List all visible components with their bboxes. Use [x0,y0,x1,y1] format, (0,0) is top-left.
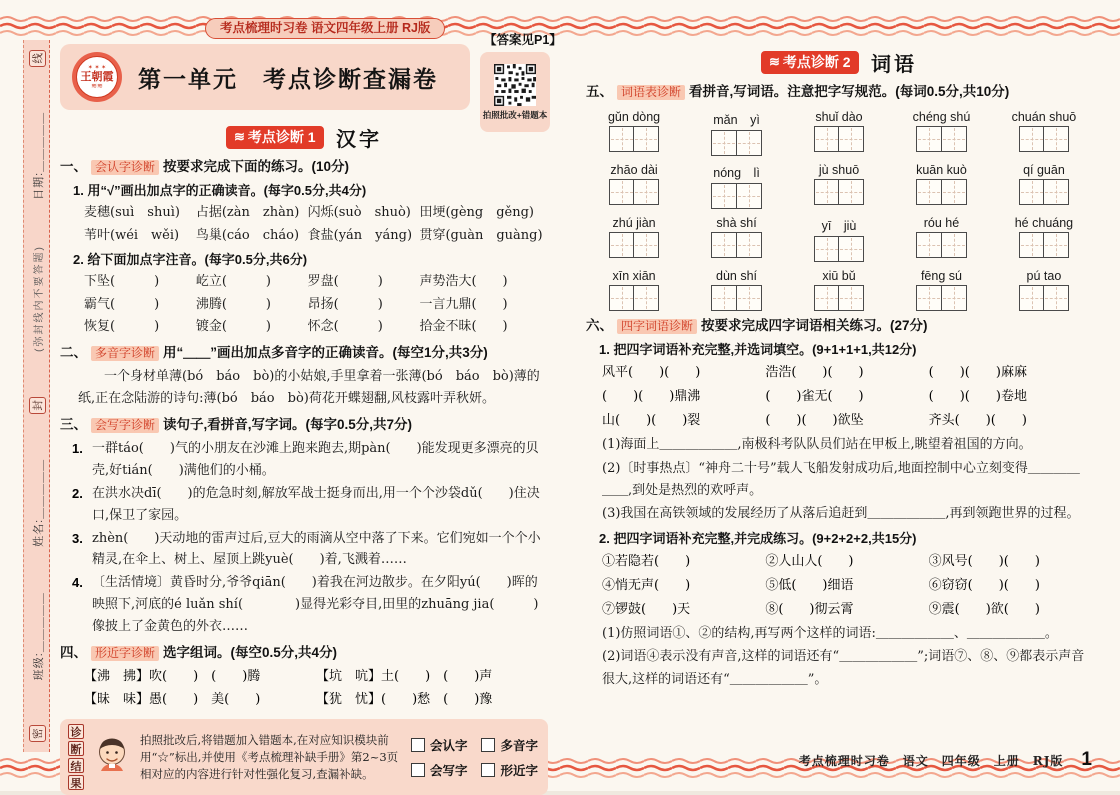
checkbox-xingjinzi [481,761,538,779]
checkbox-label: 会写字 [429,763,468,778]
pinyin-word [791,163,887,209]
diagnosis-instructions: 拍照批改后,将错题加入错题本,在对应知识模块前用“☆”标出,并使用《考点梳理补缺手册》第2~3页相对应的内容进行针对性强化复习,查漏补缺。 [140,732,399,782]
section1-heading [60,123,548,152]
q6-sub2-row [586,551,1092,573]
seal-line-content [24,40,51,752]
pinyin-label: xīn xiān [612,268,656,283]
wave-icon: ≋ [768,54,780,69]
idiom-blank-item: 山( )( )裂 [602,413,701,429]
pinyin-blank-item: 恢复( ) [84,319,160,335]
idiom-blank-item: ⑥窃窃( )( ) [928,577,1040,593]
writing-grid [814,179,865,205]
diagnosis-checkboxes [411,736,540,779]
pinyin-label: zhú jiàn [612,215,656,230]
writing-grid [814,126,865,152]
q6-sub1-label: 1. [599,341,610,357]
checkbox-square-icon [481,763,495,777]
pinyin-word [791,269,887,311]
q4-row [60,666,548,687]
pinyin-word [688,110,784,156]
section2-title: 词语 [871,54,918,76]
qr-code-icon [494,64,536,106]
pinyin-label: xiū bǔ [822,268,856,283]
q1-sub1-row [60,226,548,247]
pinyin-label: yī jiù [821,218,857,233]
writing-grid [711,285,762,311]
choice-item: 食盐(yán yáng) [307,227,413,243]
question-1-head [60,157,548,178]
pinyin-grid-row [586,110,1092,156]
brand-logo-inner [76,56,118,98]
idiom-blank-item: ( )( )欲坠 [765,413,864,429]
q1-sub2-row [60,295,548,316]
pinyin-label: pú tao [1026,268,1062,283]
q6-sub1-fill-3: (3)我国在高铁领域的发展经历了从落后追赶到＿＿＿＿＿＿,再到领跑世界的过程。 [602,506,1080,522]
q3-item-label: 2. [72,485,83,501]
question-3-number: 三、 [60,417,87,433]
q6-sub1-row [586,410,1092,432]
pinyin-blank-item: 一言九鼎( ) [419,296,508,312]
name-field: 姓名:＿＿＿＿＿ [32,458,45,547]
pinyin-label: mǎn yì [713,112,760,127]
q3-item-text: zhèn( )天动地的雷声过后,豆大的雨滴从空中落了下来。它们宛如一个个小精灵,在伞上、树上、屋顶上跳yuè( )着,飞溅着…… [92,530,541,568]
seal-char-feng: 封 [29,397,46,414]
pinyin-word [996,269,1092,311]
q6-sub2-stem: 把四字词语补充完整,并完成练习。(9+2+2+2,共15分) [613,530,917,546]
question-5-stem: 看拼音,写词语。注意把字写规范。(每词0.5分,共10分) [689,84,1010,99]
idiom-blank-item: ①若隐若( ) [602,553,691,569]
logo-stars-icon: ✶ ✶ ✶ [87,64,107,71]
writing-grid [814,236,865,262]
diagnosis-label-char: 诊 [68,724,84,739]
page-footer [799,749,1092,771]
q3-item-label: 1. [72,441,83,457]
pinyin-label: jù shuō [818,162,860,177]
question-2-number: 二、 [60,345,87,361]
choice-item: 麦穗(suì shuì) [84,205,180,221]
q1-sub1-stem: 用“√”画出加点字的正确读音。(每字0.5分,共4分) [87,182,367,198]
pinyin-blank-item: 拾金不昧( ) [419,319,508,335]
q6-sub1-stem: 把四字词语补充完整,并选词填空。(9+1+1+1,共12分) [613,341,917,357]
q6-sub1-head [586,340,1092,360]
checkbox-label: 会认字 [429,738,468,753]
q6-sub1-fill-1: (1)海面上＿＿＿＿＿＿,南极科考队队员们站在甲板上,眺望着祖国的方向。 [602,437,1032,453]
pinyin-blank-item: 怀念( ) [307,319,383,335]
pinyin-blank-item: 霸气( ) [84,296,160,312]
diagnosis-label-char: 断 [68,741,84,756]
choice-item: 闪烁(suò shuò) [307,205,411,221]
page-number: 1 [1081,749,1092,770]
pinyin-word [791,110,887,156]
checkbox-square-icon [411,738,425,752]
idiom-blank-item: 浩浩( )( ) [765,364,864,380]
writing-grid [814,285,865,311]
idiom-blank-item: 齐头( )( ) [928,413,1027,429]
q1-sub2-label: 2. [73,251,84,267]
pinyin-label: chuán shuō [1011,109,1077,124]
question-1-number: 一、 [60,159,87,174]
pinyin-word [688,269,784,311]
diagnosis-result-box [60,719,548,795]
question-1-stem: 按要求完成下面的练习。(10分) [163,159,350,174]
diagnosis-label [68,724,84,790]
idiom-blank-item: ( )( )卷地 [928,389,1027,405]
idiom-blank-item: ⑨震( )欲( ) [928,602,1040,618]
question-4-number: 四、 [60,644,87,660]
pinyin-blank-item: 沸腾( ) [195,296,271,312]
idiom-blank-item: 风平( )( ) [602,364,701,380]
q6-sub2-label: 2. [599,530,610,546]
choice-item: 贯穿(guàn guàng) [419,227,543,243]
question-6-stem: 按要求完成四字词语相关练习。(27分) [701,317,928,333]
pinyin-blank-item: 昂扬( ) [307,296,383,312]
writing-grid [711,130,762,156]
pinyin-word [586,216,682,262]
question-4-tag: 形近字诊断 [91,646,159,661]
left-column [60,44,548,795]
question-3-head [60,415,548,436]
logo-brand-name: 王朝霞 [80,70,114,83]
pinyin-blank-item: 罗盘( ) [307,273,383,289]
pinyin-label: qí guān [1023,162,1065,177]
q6-sub2-row [586,575,1092,597]
q3-item-text: 在洪水决dī( )的危急时刻,解放军战士挺身而出,用一个个沙袋dǔ( )住决口,保卫了家园。 [92,485,540,523]
q1-sub2-row [60,317,548,338]
writing-grid [1019,126,1070,152]
date-field: 日期:＿＿＿＿＿ [32,111,45,200]
section2-heading [586,48,1092,77]
choice-item: 鸟巢(cáo cháo) [195,227,300,243]
writing-grid [609,126,660,152]
pinyin-label: shuǐ dào [815,109,863,124]
checkbox-huirenzi [411,736,468,754]
choice-item: 田埂(gèng gěng) [419,205,535,221]
q3-item-label: 4. [72,575,83,591]
question-6-head [586,316,1092,337]
pinyin-blank-item: 声势浩大( ) [419,273,508,289]
wave-icon: ≋ [233,129,245,144]
q6-sub1-row [586,386,1092,408]
q1-sub2-row [60,272,548,293]
choice-item: 占据(zàn zhàn) [195,205,300,221]
q1-sub2-head [60,250,548,270]
pinyin-label: chéng shú [912,109,971,124]
checkbox-square-icon [411,763,425,777]
section1-title: 汉字 [336,129,383,151]
idiom-blank-item: ⑤低( )细语 [765,577,854,593]
char-choice-item: 【沸 拂】吹( ) ( )腾 [84,668,261,684]
pinyin-blank-item: 镀金( ) [195,319,271,335]
question-2-passage: 一个身材单薄(bó báo bò)的小姑娘,手里拿着一张薄(bó báo bò)薄的纸,正在念陆游的诗句:薄(bó báo bò)荷花开蝶翅翻,风枝露叶弄秋妍。 [78,369,540,407]
q6-sub2-fill-2: (2)词语④表示没有声音,这样的词语还有“＿＿＿＿＿＿”;词语⑦、⑧、⑨都表示声音很大,这样的词语还有“＿＿＿＿＿＿”。 [602,649,1085,687]
pinyin-blank-item: 下坠( ) [84,273,160,289]
writing-grid [1019,179,1070,205]
diagnosis-label-char: 果 [68,775,84,790]
pinyin-label: gǔn dòng [607,109,661,124]
writing-grid [711,232,762,258]
question-4-head [60,643,548,664]
brand-logo-icon [72,52,122,102]
q3-item [60,572,548,637]
pinyin-word [791,216,887,262]
q1-sub1-row [60,203,548,224]
question-1-tag: 会认字诊断 [91,160,159,175]
pinyin-label: róu hé [923,215,960,230]
pinyin-label: zhāo dài [610,162,658,177]
q6-sub2-head [586,529,1092,549]
checkbox-label: 多音字 [500,738,538,753]
pinyin-word [996,110,1092,156]
series-title-pill: 考点梳理时习卷 语文四年级上册 RJ版 [205,18,445,39]
pinyin-label: hé chuáng [1014,215,1074,230]
question-3-stem: 读句子,看拼音,写字词。(每字0.5分,共7分) [163,417,413,433]
q4-row [60,689,548,710]
writing-grid [609,179,660,205]
qr-caption: 拍照批改+错题本 [482,109,548,120]
boy-avatar-icon [92,733,132,777]
q6-sub1-fill-2: (2)〔时事热点〕“神舟二十号”载人飞船发射成功后,地面控制中心立刻变得＿＿＿＿＿＿,到处是热烈的欢呼声。 [602,460,1080,498]
title-banner [60,44,548,120]
pinyin-word [688,216,784,262]
writing-grid [916,285,967,311]
question-2-stem: 用“＿＿”画出加点多音字的正确读音。(每空1分,共3分) [163,345,488,361]
checkbox-duoyinzi [481,736,538,754]
pinyin-word [893,163,989,209]
diagnosis-label-char: 结 [68,758,84,773]
pinyin-word [893,269,989,311]
q3-item-text: 〔生活情境〕黄昏时分,爷爷qiān( )着我在河边散步。在夕阳yú( )晖的映照下,河底的é luǎn shí( )显得光彩夺目,田里的zhuāng jia( )像披上了金黄色的外衣…… [92,575,539,634]
writing-grid [916,232,967,258]
pinyin-word [586,163,682,209]
idiom-blank-item: ⑧( )彻云霄 [765,602,854,618]
writing-grid [1019,285,1070,311]
char-choice-item: 【昧 味】愚( ) 美( ) [84,692,261,708]
footer-series-text: 考点梳理时习卷 语文 四年级 上册 RJ版 [798,754,1064,768]
checkbox-square-icon [481,738,495,752]
writing-grid [711,183,762,209]
q3-item-text: 一群táo( )气的小朋友在沙滩上跑来跑去,期pàn( )能发现更多漂亮的贝壳,好tián( )满他们的小桶。 [92,441,539,479]
section1-badge-label: 考点诊断 1 [247,129,316,145]
idiom-blank-item: ( )( )鼎沸 [602,389,701,405]
section2-badge [761,51,859,74]
seal-note: (弥封线内不要答题) [34,245,45,352]
page-title: 第一单元 考点诊断查漏卷 [138,65,438,92]
pinyin-word [586,110,682,156]
char-choice-item: 【坑 吭】土( ) ( )声 [316,668,493,684]
pinyin-word [893,216,989,262]
writing-grid [609,285,660,311]
q3-item [60,483,548,527]
pinyin-word [996,216,1092,262]
answer-reference: 【答案见P1】 [484,33,562,47]
logo-waves-icon: ≋≋ [91,82,103,90]
q1-sub2-stem: 给下面加点字注音。(每字0.5分,共6分) [87,251,308,267]
question-6-tag: 四字词语诊断 [617,319,697,334]
idiom-blank-item: ⑦锣鼓( )天 [602,602,691,618]
question-5-head [586,82,1092,103]
pinyin-grid-row [586,269,1092,311]
checkbox-label: 形近字 [500,763,538,778]
class-field: 班级:＿＿＿＿＿ [32,592,45,681]
pinyin-label: dùn shí [716,268,758,283]
q3-item-label: 3. [72,530,83,546]
pinyin-label: shà shí [716,215,757,230]
idiom-blank-item: ④悄无声( ) [602,577,691,593]
question-2-head [60,343,548,364]
writing-grid [1019,232,1070,258]
char-choice-item: 【犹 忧】( )愁 ( )豫 [316,692,493,708]
pinyin-word [893,110,989,156]
writing-grid [609,232,660,258]
idiom-blank-item: ( )雀无( ) [765,389,864,405]
idiom-blank-item: ③风号( )( ) [928,553,1040,569]
question-2-tag: 多音字诊断 [91,346,159,361]
writing-grid [916,179,967,205]
q6-sub2-row [586,599,1092,621]
pinyin-grid-row [586,163,1092,209]
section1-badge [226,126,324,149]
checkbox-huixiezi [411,761,468,779]
question-5-tag: 词语表诊断 [617,85,685,100]
seal-line-strip [23,40,50,752]
q6-sub1-row [586,362,1092,384]
section2-badge-label: 考点诊断 2 [782,54,851,70]
seal-char-mi: 密 [29,726,46,743]
writing-grid [916,126,967,152]
seal-char-xian: 线 [29,50,46,67]
idiom-blank-item: ( )( )麻麻 [928,364,1027,380]
pinyin-label: kuān kuò [916,162,967,177]
pinyin-label: fēng sú [920,268,962,283]
right-column [586,44,1092,692]
pinyin-label: nóng lì [713,165,760,180]
q3-item [60,438,548,482]
question-4-stem: 选字组词。(每空0.5分,共4分) [163,644,338,660]
question-3-tag: 会写字诊断 [91,418,159,433]
question-6-number: 六、 [586,317,613,333]
pinyin-word [996,163,1092,209]
pinyin-blank-item: 屹立( ) [195,273,271,289]
boy-avatar [92,733,132,782]
q1-sub1-label: 1. [73,182,84,198]
idiom-blank-item: ②人山人( ) [765,553,854,569]
qr-card [480,52,550,132]
pinyin-word [586,269,682,311]
pinyin-grid-row [586,216,1092,262]
question-5-number: 五、 [586,84,613,99]
choice-item: 苇叶(wéi wěi) [84,227,180,243]
q6-sub2-fill-1: (1)仿照词语①、②的结构,再写两个这样的词语:＿＿＿＿＿＿、＿＿＿＿＿＿。 [602,626,1058,642]
q1-sub1-head [60,181,548,201]
pinyin-word [688,163,784,209]
q3-item [60,528,548,572]
